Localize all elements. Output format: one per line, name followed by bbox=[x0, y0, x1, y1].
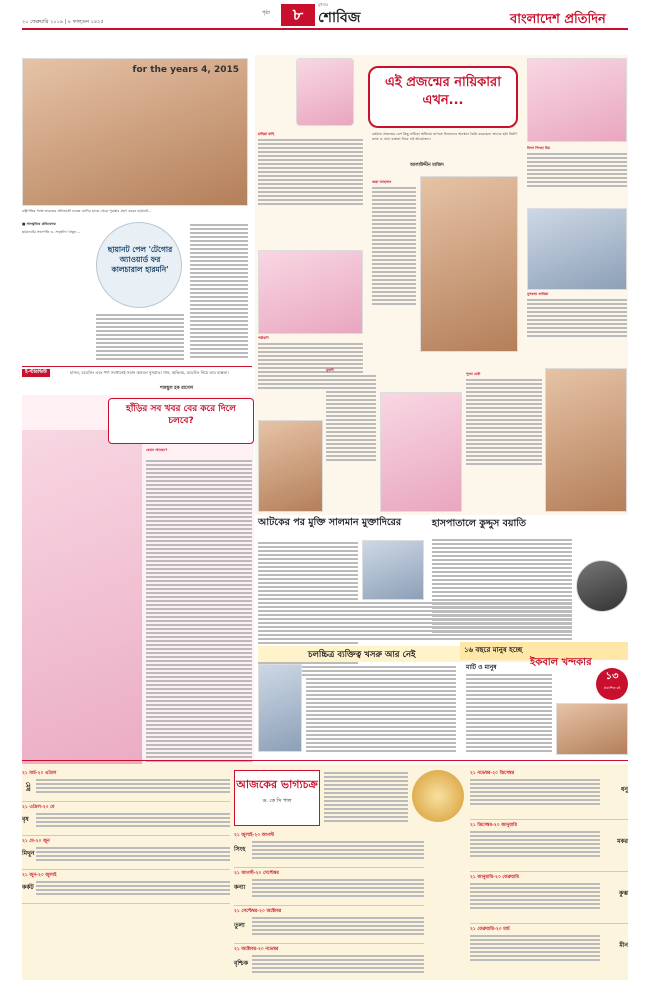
salman-kuddus-wide-body bbox=[258, 600, 572, 640]
porimoni-name: পরীমণি bbox=[258, 336, 269, 340]
photo-text: for the years 4, 2015 bbox=[132, 65, 239, 75]
model-photo bbox=[22, 430, 142, 820]
virgo-range: ২১ আগস্ট-২০ সেপ্টেম্বর bbox=[234, 871, 279, 876]
tagore-headline-circle bbox=[96, 222, 182, 308]
heroines-byline: আলাউদ্দীন মাজিদ bbox=[410, 163, 444, 168]
qa-question-1: কেমন আছেন? bbox=[146, 448, 168, 452]
page-label: পৃষ্ঠা bbox=[262, 10, 271, 16]
heroines-headline: এই প্রজন্মের নায়িকারা এখন... bbox=[385, 75, 501, 108]
ikbal-book: মাটি ও মানুষ bbox=[466, 664, 497, 671]
puja-name: পূজা চেরী bbox=[466, 372, 481, 376]
masthead: বাংলাদেশ প্রতিদিন bbox=[510, 12, 606, 27]
capricorn-name: মকর bbox=[617, 838, 628, 845]
ikbal-badge-count: ১৩ bbox=[605, 671, 619, 682]
sign-scorpio bbox=[234, 944, 424, 982]
khosru-headline: চলচ্চিত্র ব্যক্তিত্ব খসরু আর নেই bbox=[308, 650, 416, 660]
libra-name: তুলা bbox=[234, 922, 245, 929]
salman-photo bbox=[362, 540, 424, 600]
cancer-name: কর্কট bbox=[22, 884, 34, 891]
qa-headline-box bbox=[108, 398, 254, 444]
sagittarius-name: ধনু bbox=[621, 786, 628, 793]
sign-cancer bbox=[22, 870, 230, 904]
virgo-name: কন্যা bbox=[234, 884, 246, 891]
actress-red-photo bbox=[380, 392, 462, 512]
tagore-byline: ■ সাংস্কৃতিক প্রতিবেদক bbox=[22, 222, 56, 226]
aries-name: মেষ bbox=[24, 782, 31, 792]
pisces-range: ২১ ফেব্রুয়ারি-২০ মার্চ bbox=[470, 927, 510, 932]
taurus-name: বৃষ bbox=[22, 816, 29, 823]
mahiya-mahi-photo bbox=[296, 58, 354, 126]
leo-range: ২১ জুলাই-২০ আগস্ট bbox=[234, 833, 275, 838]
nusrat-photo bbox=[527, 208, 627, 290]
kuddus-headline: হাসপাতালে কুদ্দুস বয়াতি bbox=[432, 518, 527, 529]
aquarius-name: কুম্ভ bbox=[619, 890, 628, 897]
horoscope-title: আজকের ভাগ্যচক্র bbox=[236, 778, 318, 791]
heroines-headline-box bbox=[368, 66, 518, 128]
pisces-name: মীন bbox=[619, 942, 628, 949]
khosru-body bbox=[306, 664, 456, 756]
date-line: ২০ ফেব্রুয়ারি ২০১৯ | ৮ ফাল্গুন ১৪২৫ bbox=[22, 19, 104, 25]
horoscope-left-column bbox=[22, 768, 230, 904]
sign-aquarius bbox=[470, 872, 628, 924]
aries-range: ২১ মার্চ-২০ এপ্রিল bbox=[22, 771, 57, 776]
ikbal-headline: ইকবাল খন্দকার bbox=[530, 657, 592, 668]
capricorn-range: ২১ ডিসেম্বর-২০ জানুয়ারি bbox=[470, 823, 517, 828]
tagore-caption: রাষ্ট্রপতির পক্ষে ভারতের প্রধানমন্ত্রী নরেন্দ্র মোদির হাতে থেকে পুরস্কার গ্রহণ করেন ছায়ানট... bbox=[22, 209, 152, 213]
sign-taurus bbox=[22, 802, 230, 836]
actress-photo-1 bbox=[527, 58, 627, 142]
puja-text bbox=[466, 372, 542, 512]
khosru-photo bbox=[258, 664, 302, 752]
tagore-body-col3 bbox=[96, 312, 184, 362]
kuddus-photo bbox=[576, 560, 628, 612]
interview-tag: ই-ন্টারভিউ bbox=[22, 369, 50, 377]
sign-virgo bbox=[234, 868, 424, 906]
scorpio-name: বৃশ্চিক bbox=[234, 960, 249, 967]
interview-rule bbox=[22, 366, 252, 367]
cancer-range: ২১ জুন-২০ জুলাই bbox=[22, 873, 57, 878]
horoscope-right-column bbox=[470, 768, 628, 976]
qa-headline: হাঁড়ির সব খবর বের করে দিলে চলবে? bbox=[126, 404, 236, 426]
sign-aries bbox=[22, 768, 230, 802]
nusrat-name: নুসরাত ফারিয়া bbox=[527, 292, 549, 296]
puja-cherry-photo bbox=[545, 368, 627, 512]
weekday: বুধবার bbox=[318, 2, 329, 7]
mim-name: বিদ্যা সিনহা মিম bbox=[527, 146, 550, 150]
sign-sagittarius bbox=[470, 768, 628, 820]
ikbal-subhead: ১৬ বছরে মানুষ হচ্ছে bbox=[464, 646, 523, 654]
sign-libra bbox=[234, 906, 424, 944]
zodiac-wheel-icon bbox=[412, 770, 464, 822]
tagore-award-photo bbox=[22, 58, 248, 206]
header-rule bbox=[22, 28, 628, 30]
sign-gemini bbox=[22, 836, 230, 870]
bubly-photo bbox=[258, 420, 323, 512]
interview-quote: হাসল, মডেলিং এবং পর্দা সবখানেই সমান ঝলমল নুসরাত। গান, অভিনয়, মডেলিং নিয়ে তার ব্যস্ততা। bbox=[70, 370, 229, 375]
heroines-intro: বর্তমান প্রজন্মের বেশ কিছু নায়িকা অভিনয় জগতে নিজেদের অবস্থান তৈরি করেছেন। তাদের ছবি নির্মাণ কাজ ও নানা ব্যস্ততা নিয়ে এই আয়োজন। bbox=[372, 132, 518, 141]
horoscope-middle-column bbox=[234, 830, 424, 982]
salman-headline: আটকের পর মুক্তি সালমান মুক্তাদিরের bbox=[258, 517, 402, 528]
mim-text bbox=[527, 146, 627, 206]
nusrat-text bbox=[527, 292, 627, 362]
sagittarius-range: ২১ নভেম্বর-২০ ডিসেম্বর bbox=[470, 771, 515, 776]
joya-ahsan-photo bbox=[420, 176, 518, 352]
sign-pisces bbox=[470, 924, 628, 976]
mahi-name: মাহিয়া মাহি bbox=[258, 132, 275, 136]
libra-range: ২১ সেপ্টেম্বর-২০ অক্টোবর bbox=[234, 909, 282, 914]
page-number: ৮ bbox=[281, 4, 315, 26]
gemini-name: মিথুন bbox=[22, 850, 35, 857]
tagore-body-col1: ছায়ানটের সভাপতি ড. সন্জীদা খাতুন... bbox=[22, 230, 80, 234]
sign-capricorn bbox=[470, 820, 628, 872]
ikbal-badge bbox=[596, 668, 628, 700]
aquarius-range: ২১ জানুয়ারি-২০ ফেব্রুয়ারি bbox=[470, 875, 520, 880]
gemini-range: ২১ মে-২০ জুন bbox=[22, 839, 50, 844]
tagore-body-col2 bbox=[190, 222, 248, 362]
scorpio-range: ২১ অক্টোবর-২০ নভেম্বর bbox=[234, 947, 279, 952]
section-title: শোবিজ bbox=[318, 10, 361, 26]
bubly-name: বুবলী bbox=[326, 368, 334, 372]
ikbal-badge-text: প্রকাশিত বই bbox=[603, 686, 621, 690]
horoscope-rule bbox=[22, 760, 628, 761]
joya-text bbox=[372, 180, 416, 370]
horoscope-intro bbox=[324, 770, 408, 826]
leo-name: সিংহ bbox=[234, 846, 246, 853]
ikbal-photo bbox=[556, 703, 628, 755]
joya-name: জয়া আহসান bbox=[372, 180, 392, 184]
porimoni-photo bbox=[258, 250, 363, 334]
ikbal-body bbox=[466, 672, 552, 756]
interview-author: শামছুল হক রাসেল bbox=[160, 386, 194, 391]
bubly-text bbox=[326, 368, 376, 512]
horoscope-title-box bbox=[234, 770, 320, 826]
tagore-headline: ছায়ানট পেল 'টেগোর অ্যাওয়ার্ড ফর কালচারাল হারমনি' bbox=[107, 245, 173, 274]
mahi-text bbox=[258, 132, 363, 247]
sign-leo bbox=[234, 830, 424, 868]
taurus-range: ২১ এপ্রিল-২০ মে bbox=[22, 805, 55, 810]
horoscope-author: ড. কে সি পাল bbox=[262, 798, 292, 804]
